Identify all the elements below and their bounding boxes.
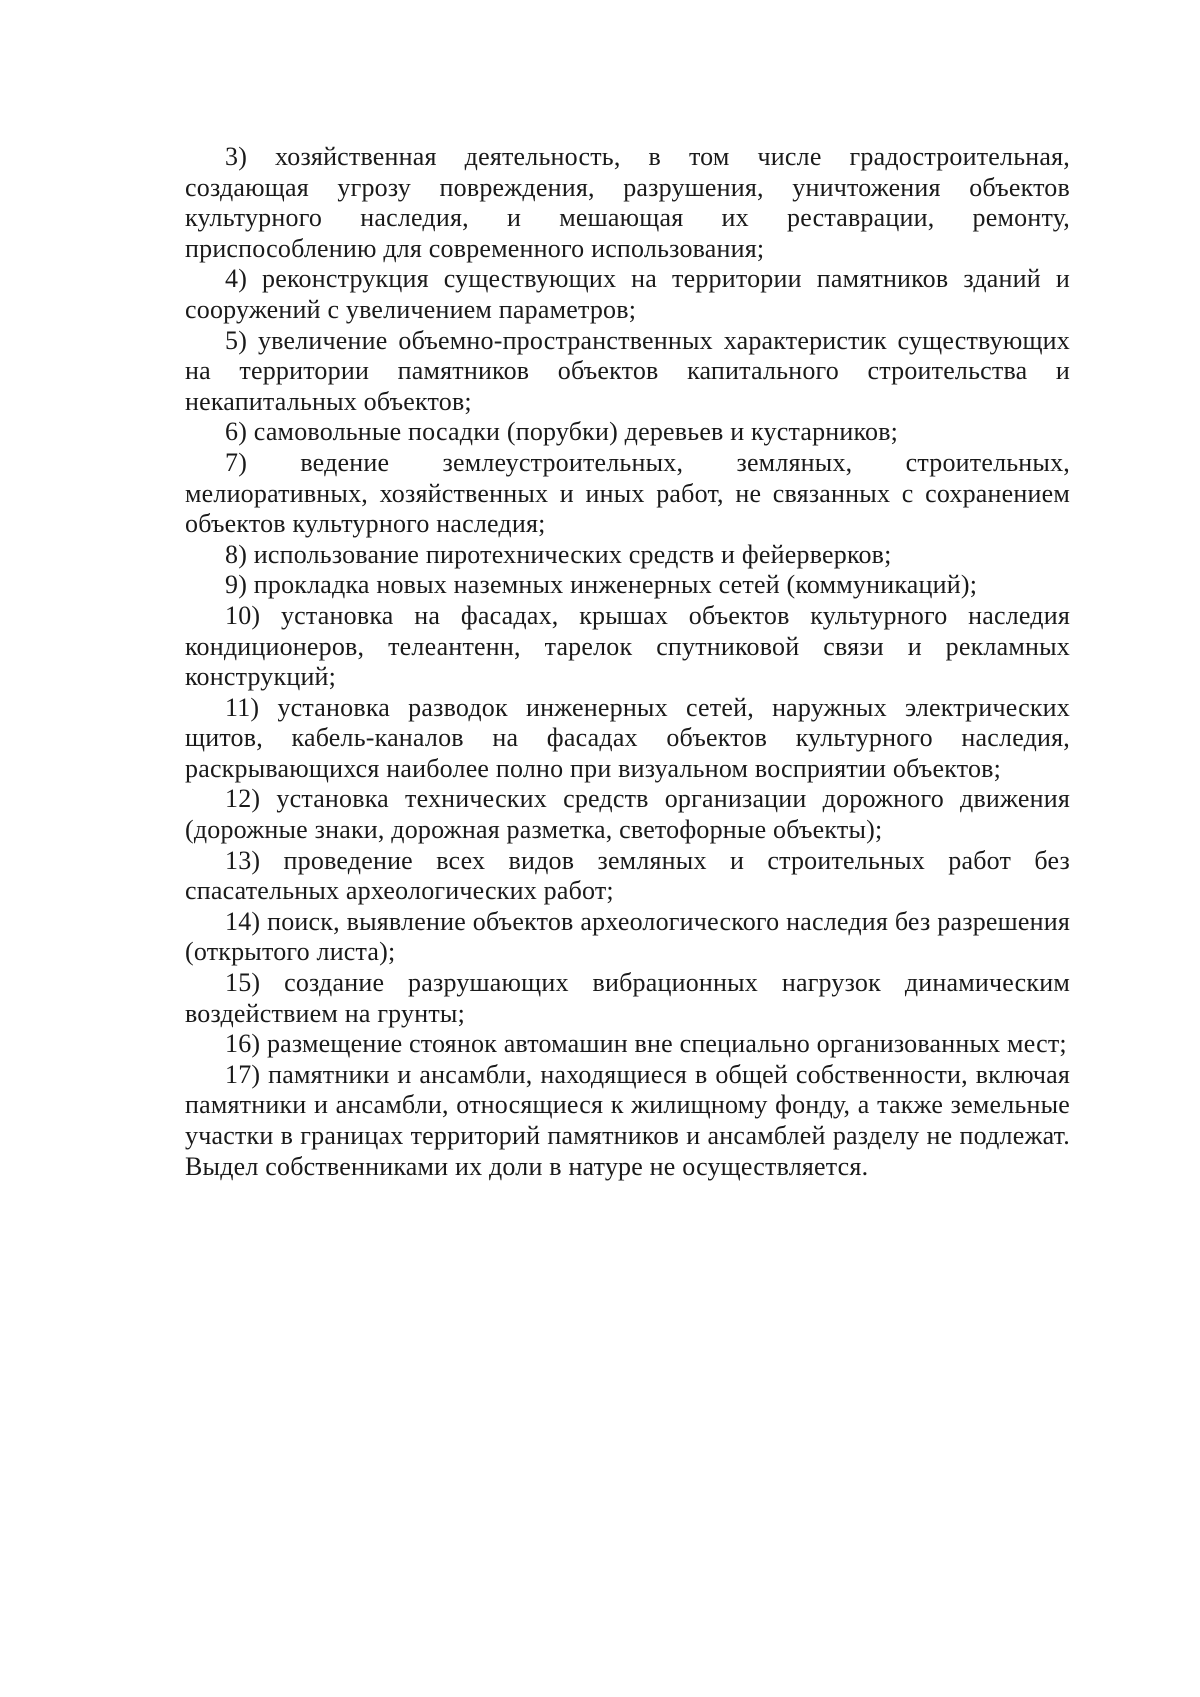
list-item-7: 7) ведение землеустроительных, земляных, строительных, мелиоративных, хозяйственных и иных работ, не связанных с сохранением объектов культурного наследия; xyxy=(185,447,1070,539)
list-item-4: 4) реконструкция существующих на территории памятников зданий и сооружений с увеличением параметров; xyxy=(185,264,1070,324)
list-item-5: 5) увеличение объемно-пространственных характеристик существующих на территории памятников объектов капитального строительства и некапитальных объектов; xyxy=(185,325,1070,416)
list-item-14: 14) поиск, выявление объектов археологического наследия без разрешения (открытого листа); xyxy=(185,906,1070,967)
list-item-10: 10) установка на фасадах, крышах объектов культурного наследия кондиционеров, телеантенн, тарелок спутниковой связи и рекламных конструкций; xyxy=(185,600,1070,692)
list-item-16: 16) размещение стоянок автомашин вне специально организованных мест; xyxy=(225,1029,1067,1059)
list-item-8: 8) использование пиротехнических средств и фейерверков; xyxy=(225,539,892,569)
list-item-15: 15) создание разрушающих вибрационных нагрузок динамическим воздействием на грунты; xyxy=(185,968,1070,1028)
list-item-12: 12) установка технических средств организации дорожного движения (дорожные знаки, дорожная разметка, светофорные объекты); xyxy=(185,784,1070,845)
document-body xyxy=(185,142,1070,1182)
list-item-3: 3) хозяйственная деятельность, в том числе градостроительная, создающая угрозу повреждения, разрушения, уничтожения объектов культурного наследия, и мешающая их реставрации, ремонту, приспособлению для современного использования; xyxy=(185,142,1070,263)
list-item-11: 11) установка разводок инженерных сетей, наружных электрических щитов, кабель-каналов на фасадах объектов культурного наследия, раскрывающихся наиболее полно при визуальном восприятии объектов; xyxy=(185,692,1070,783)
list-item-6: 6) самовольные посадки (порубки) деревьев и кустарников; xyxy=(225,417,899,447)
list-item-17: 17) памятники и ансамбли, находящиеся в общей собственности, включая памятники и ансамбли, относящиеся к жилищному фонду, а также земельные участки в границах территорий памятников и ансамблей разделу не подлежат. Выдел собственниками их доли в натуре не осуществляется. xyxy=(185,1059,1070,1181)
list-item-13: 13) проведение всех видов земляных и строительных работ без спасательных археологических работ; xyxy=(185,845,1070,906)
list-item-9: 9) прокладка новых наземных инженерных сетей (коммуникаций); xyxy=(225,570,978,600)
